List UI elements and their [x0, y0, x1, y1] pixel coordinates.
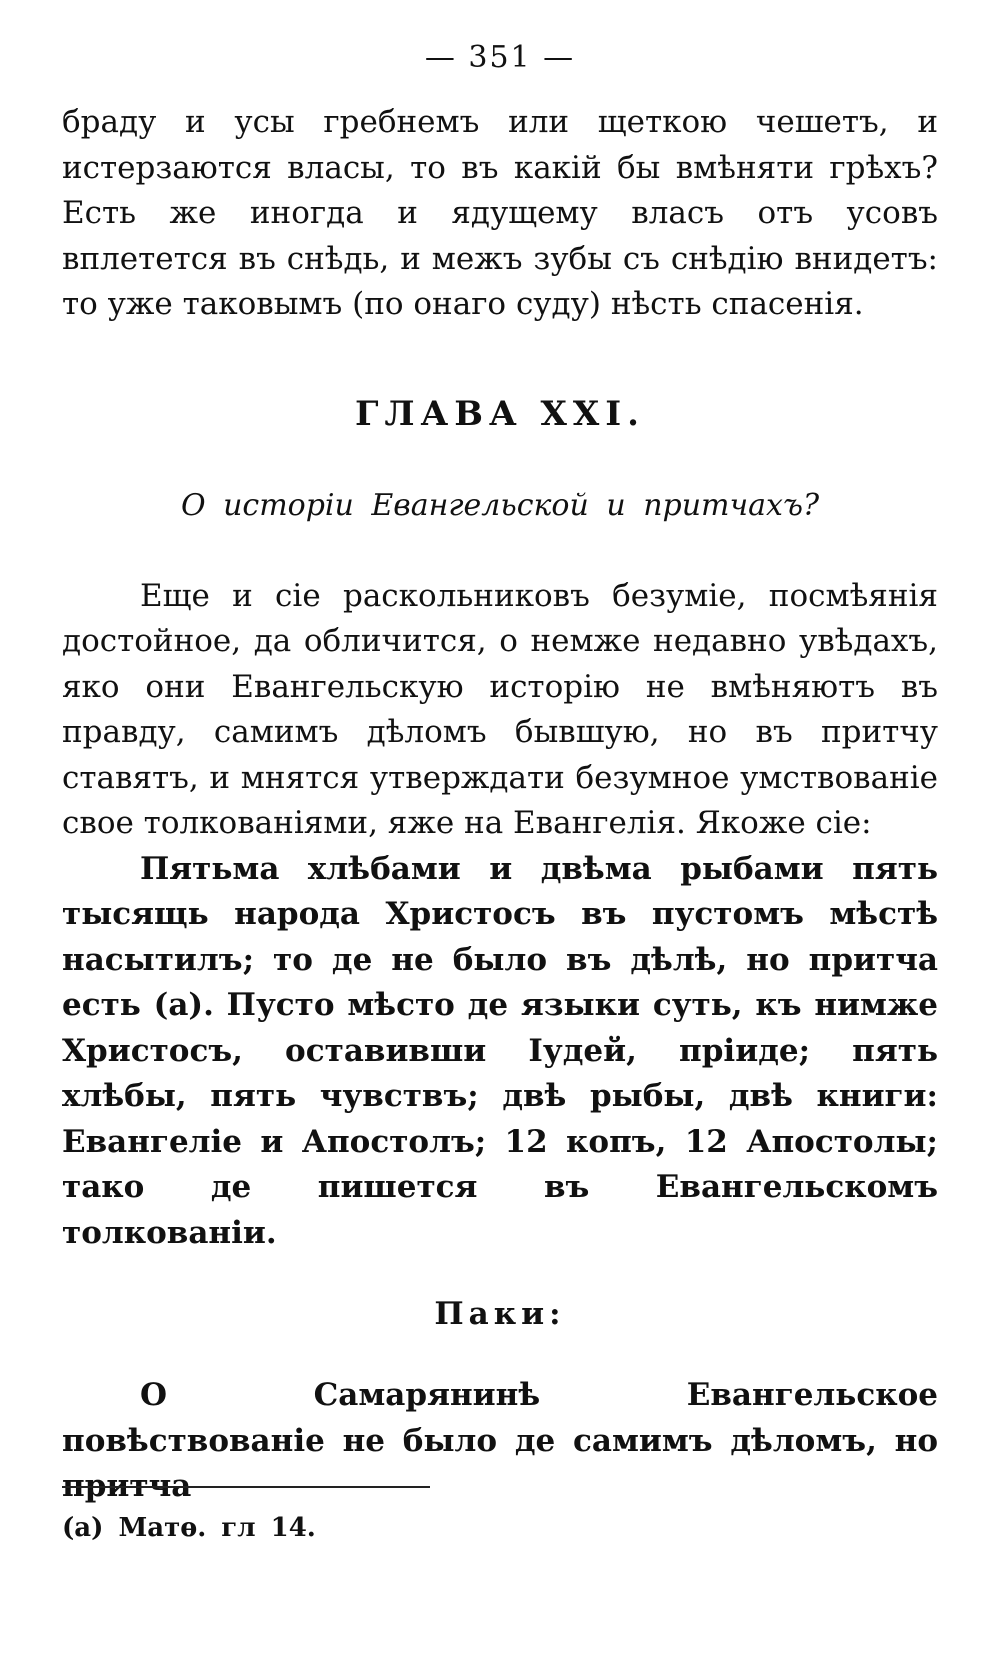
page-number: — 351 —: [424, 40, 576, 75]
page-body: [62, 100, 938, 1510]
chapter-heading: ГЛАВА XXI.: [355, 393, 645, 434]
chapter-subtitle: О исторіи Евангельской и притчахъ?: [180, 487, 820, 523]
paki-heading: Паки:: [434, 1296, 566, 1332]
paragraph-2: Пятьма хлѣбами и двѣма рыбами пять тысящь народа Христосъ въ пустомъ мѣстѣ насытилъ; то де не было въ дѣлѣ, но притча есть (а). Пусто мѣсто де языки суть, къ нимже Христосъ, оставивши Іудей, пріиде; пять хлѣбы, пять чувствъ; двѣ рыбы, двѣ книги: Евангеліе и Апостолъ; 12 копъ, 12 Апостолы; тако де пишется въ Евангельскомъ толкованіи.: [62, 850, 938, 1251]
footnote: (а) Матѳ. гл 14.: [62, 1513, 316, 1543]
footnote-divider: [62, 1486, 430, 1488]
continuation-paragraph: браду и усы гребнемъ или щеткою чешетъ, и истерзаются власы, то въ какій бы вмѣняти грѣхъ? Есть же иногда и ядущему власъ отъ усовъ вплетется въ снѣдь, и межъ зубы съ снѣдію внидетъ: то уже таковымъ (по онаго суду) нѣсть спасенія.: [62, 104, 938, 322]
paragraph-3: О Самарянинѣ Евангельское повѣствованіе не было де самимъ дѣломъ, но притча: [62, 1377, 938, 1504]
paragraph-1: Еще и сіе раскольниковъ безуміе, посмѣянія достойное, да обличится, о немже недавно увѣдахъ, яко они Евангельскую исторію не вмѣняютъ въ правду, самимъ дѣломъ бывшую, но въ притчу ставятъ, и мнятся утверждати безумное умствованіе свое толкованіями, яже на Евангелія. Якоже сіе:: [62, 577, 938, 841]
